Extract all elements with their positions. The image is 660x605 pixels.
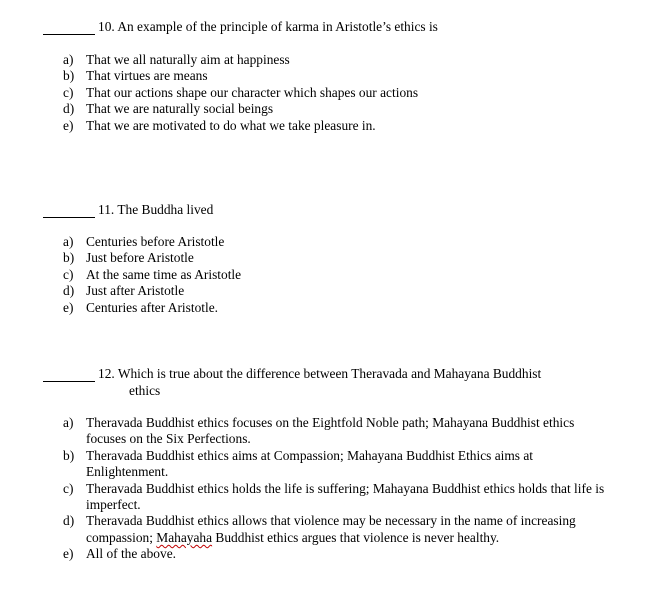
option-letter: d) [63, 101, 75, 117]
stem-line-1: 12. Which is true about the difference between Theravada and Mahayana Buddhist [98, 366, 542, 381]
option-a [0, 234, 660, 250]
question-stem [0, 365, 660, 398]
option-b [0, 448, 660, 481]
option-text: Just after Aristotle [86, 283, 185, 299]
answer-blank [43, 381, 95, 382]
option-text: Just before Aristotle [86, 250, 194, 266]
option-letter: b) [63, 68, 75, 84]
option-a [0, 415, 660, 448]
option-text: Theravada Buddhist ethics holds the life is suffering; Mahayana Buddhist ethics holds that life is imperfect. [86, 480, 605, 513]
question-stem [0, 18, 660, 36]
options-list [0, 52, 660, 134]
options-list [0, 415, 660, 563]
option-letter: b) [63, 447, 75, 463]
option-letter: a) [63, 52, 74, 67]
option-text: Centuries before Aristotle [86, 234, 225, 249]
option-letter: a) [63, 234, 74, 249]
question-12 [0, 365, 660, 562]
option-letter: c) [63, 266, 74, 282]
options-list [0, 234, 660, 316]
spellcheck-flagged-word[interactable]: Mahayaha [156, 529, 213, 545]
stem-line-2: ethics [129, 383, 161, 398]
option-letter: e) [63, 299, 74, 315]
option-text [86, 513, 606, 546]
stem-text: 11. The Buddha lived [98, 202, 214, 217]
option-c [0, 267, 660, 283]
option-letter: a) [63, 415, 74, 430]
answer-blank [43, 217, 95, 218]
option-letter: e) [63, 546, 74, 562]
option-text: That we are motivated to do what we take pleasure in. [86, 117, 376, 133]
stem-text: 10. An example of the principle of karma in Aristotle’s ethics is [98, 19, 438, 34]
option-c [0, 85, 660, 101]
option-d [0, 283, 660, 299]
option-text-before: Theravada Buddhist ethics allows that violence may be necessary in the name of increasing compassion; [86, 513, 576, 545]
option-b [0, 68, 660, 84]
option-d [0, 513, 660, 546]
option-b [0, 250, 660, 266]
option-letter: d) [63, 283, 75, 299]
option-text: At the same time as Aristotle [86, 266, 242, 282]
option-letter: c) [63, 84, 74, 100]
option-text: Theravada Buddhist ethics aims at Compassion; Mahayana Buddhist Ethics aims at Enlightenment. [86, 447, 534, 480]
option-text: That virtues are means [86, 68, 208, 84]
stem-text [98, 365, 578, 399]
option-e [0, 118, 660, 134]
option-d [0, 101, 660, 117]
option-c [0, 481, 660, 514]
option-text: That we all naturally aim at happiness [86, 52, 290, 67]
question-10 [0, 18, 660, 133]
option-text: Theravada Buddhist ethics focuses on the Eightfold Noble path; Mahayana Buddhist ethics focuses on the Six Perfections. [86, 415, 575, 447]
option-letter: e) [63, 117, 74, 133]
option-letter: d) [63, 513, 75, 529]
option-text: Centuries after Aristotle. [86, 299, 219, 315]
option-text: All of the above. [86, 546, 176, 562]
option-e [0, 300, 660, 316]
option-a [0, 52, 660, 68]
option-text-after: Buddhist ethics argues that violence is never healthy. [212, 529, 500, 545]
option-text: That we are naturally social beings [86, 101, 274, 117]
option-letter: b) [63, 250, 75, 266]
answer-blank [43, 34, 95, 35]
question-11 [0, 201, 660, 315]
question-stem [0, 201, 660, 219]
option-text: That our actions shape our character which shapes our actions [86, 84, 419, 100]
option-letter: c) [63, 480, 74, 496]
option-e [0, 546, 660, 562]
